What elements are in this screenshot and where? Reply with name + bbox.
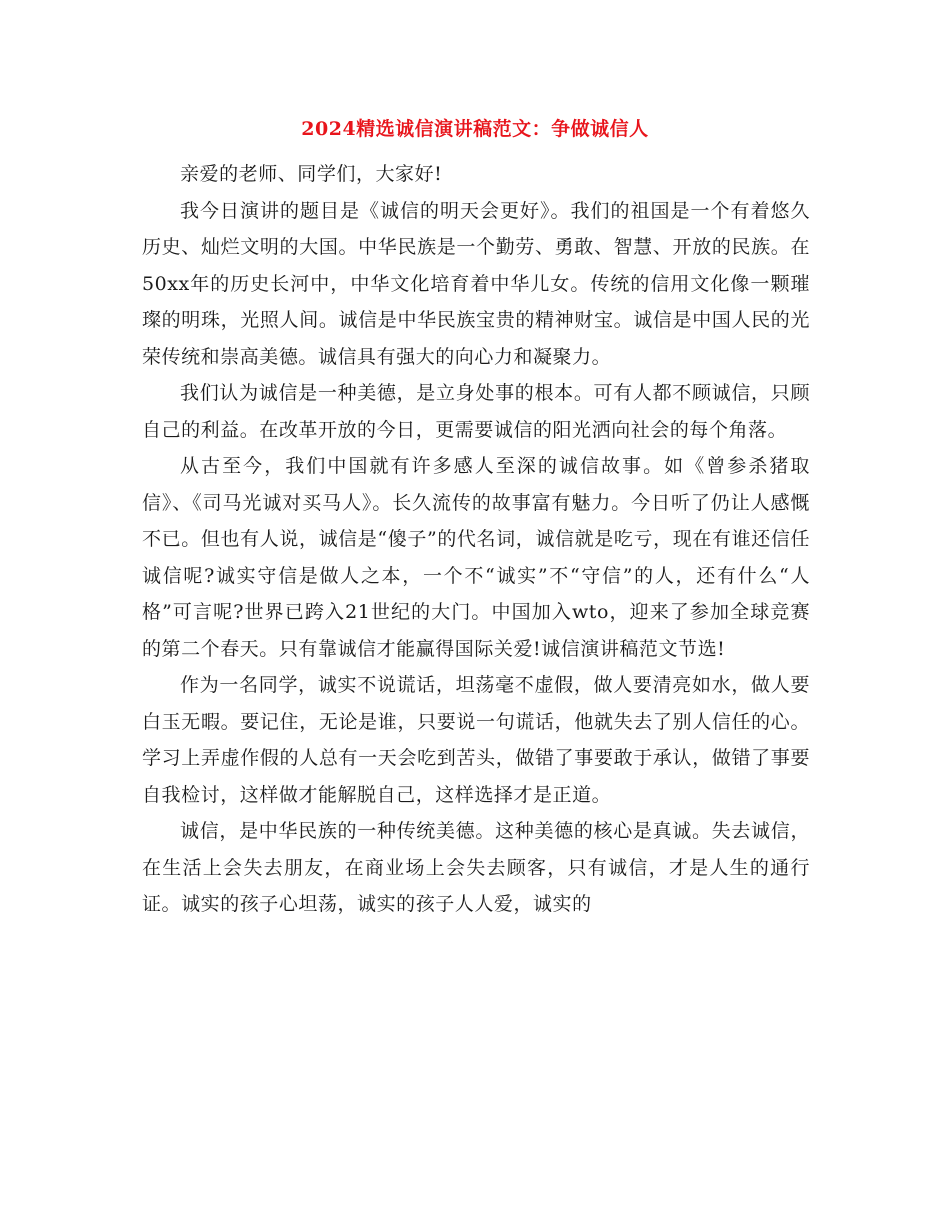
- paragraph-2: 我们认为诚信是一种美德，是立身处事的根本。可有人都不顾诚信，只顾自己的利益。在改革开放的今日，更需要诚信的阳光洒向社会的每个角落。: [142, 382, 810, 441]
- paragraph-1: 我今日演讲的题目是《诚信的明天会更好》。我们的祖国是一个有着悠久历史、灿烂文明的大国。中华民族是一个勤劳、勇敢、智慧、开放的民族。在50xx年的历史长河中，中华文化培育着中华儿女。传统的信用文化像一颗璀璨的明珠，光照人间。诚信是中华民族宝贵的精神财宝。诚信是中国人民的光荣传统和崇高美德。诚信具有强大的向心力和凝聚力。: [142, 199, 810, 368]
- paragraph-4: 作为一名同学，诚实不说谎话，坦荡毫不虚假，做人要清亮如水，做人要白玉无暇。要记住，无论是谁，只要说一句谎话，他就失去了别人信任的心。学习上弄虚作假的人总有一天会吃到苦头，做错了事要敢于承认，做错了事要自我检讨，这样做才能解脱自己，这样选择才是正道。: [142, 674, 810, 806]
- document-title: 2024精选诚信演讲稿范文：争做诚信人: [301, 118, 649, 140]
- document-body: [142, 156, 810, 923]
- paragraph-3: 从古至今，我们中国就有许多感人至深的诚信故事。如《曾参杀猪取信》、《司马光诚对买马人》。长久流传的故事富有魅力。今日听了仍让人感慨不已。但也有人说，诚信是“傻子”的代名词，诚信就是吃亏，现在有谁还信任诚信呢?诚实守信是做人之本，一个不“诚实”不“守信”的人，还有什么“人格”可言呢?世界已跨入21世纪的大门。中国加入wto，迎来了参加全球竞赛的第二个春天。只有靠诚信才能赢得国际关爱!诚信演讲稿范文节选!: [142, 455, 810, 660]
- paragraph-5: 诚信，是中华民族的一种传统美德。这种美德的核心是真诚。失去诚信，在生活上会失去朋友，在商业场上会失去顾客，只有诚信，才是人生的通行证。诚实的孩子心坦荡，诚实的孩子人人爱，诚实的: [142, 820, 810, 915]
- paragraph-greeting: 亲爱的老师、同学们，大家好!: [180, 163, 443, 185]
